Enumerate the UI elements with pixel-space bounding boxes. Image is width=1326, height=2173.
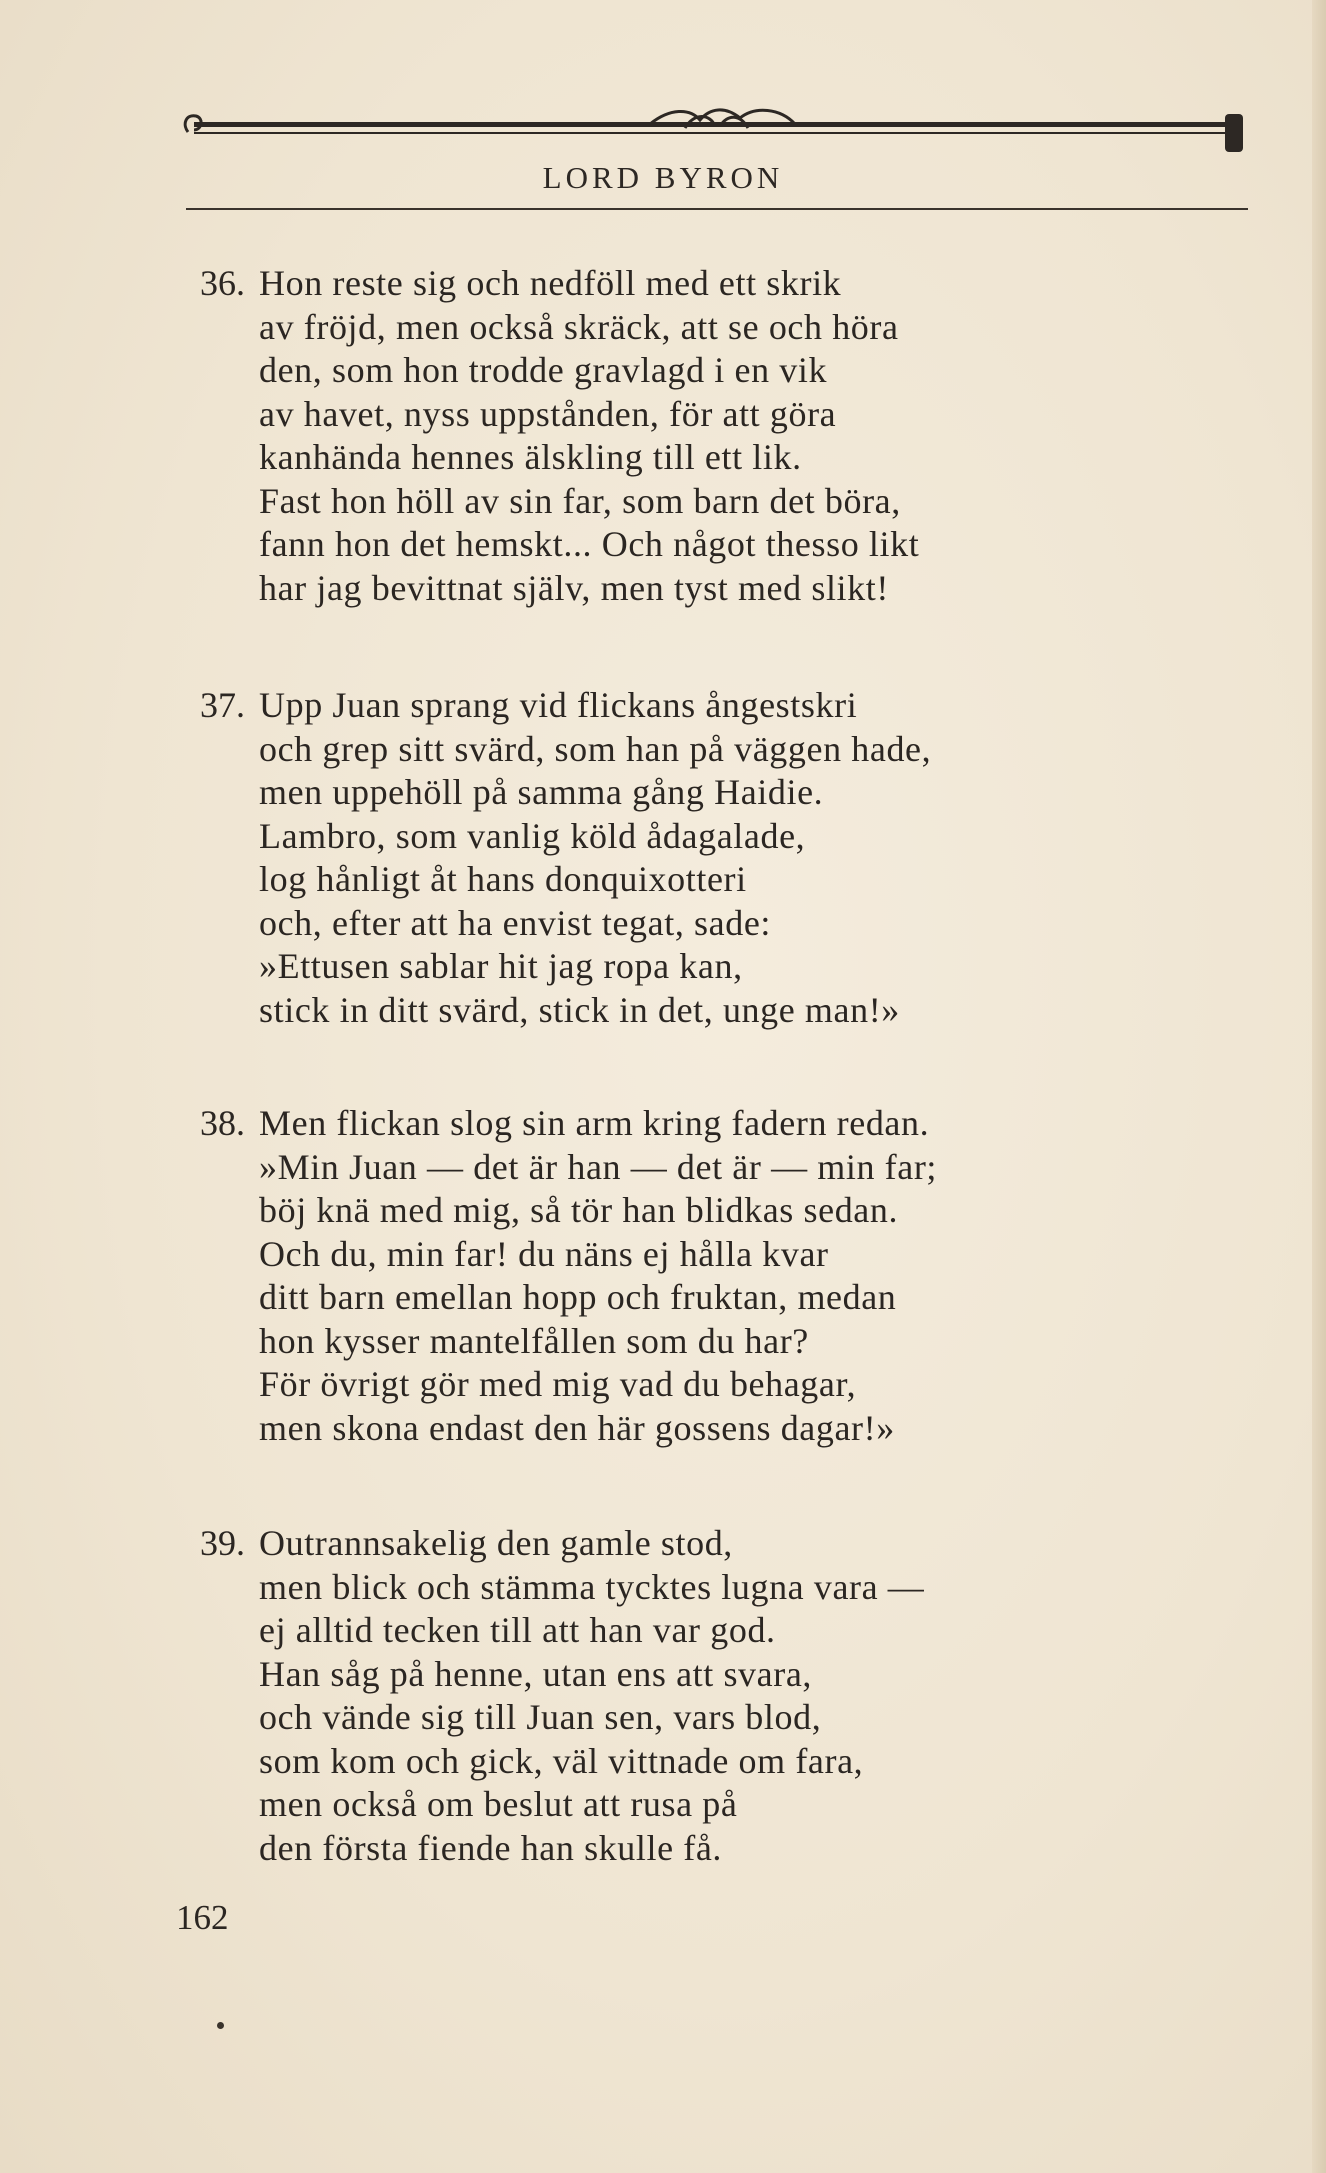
verse-line: Outrannsakelig den gamle stod, (259, 1523, 733, 1563)
page-number: 162 (176, 1898, 229, 1937)
page-edge (1312, 0, 1326, 2173)
verse-line: Lambro, som vanlig köld ådagalade, (259, 815, 806, 856)
verse-line: böj knä med mig, så tör han blidkas sedan. (259, 1190, 899, 1230)
verse-line: kanhända hennes älskling till ett lik. (259, 437, 802, 477)
verse-line: fann hon det hemskt... Och något thesso likt (259, 524, 920, 564)
verse-line: För övrigt gör med mig vad du behagar, (259, 1364, 857, 1404)
header-ornament (180, 102, 1250, 160)
verse-line: men skona endast den här gossens dagar!» (259, 1407, 895, 1448)
verse-line: av havet, nyss uppstånden, för att göra (259, 393, 837, 434)
stanza-37 (200, 684, 932, 1032)
verse-line: och grep sitt svärd, som han på väggen hade, (259, 728, 932, 769)
verse-line: den, som hon trodde gravlagd i en vik (259, 350, 828, 390)
stanza-number: 38. (200, 1103, 245, 1143)
verse-line: ditt barn emellan hopp och fruktan, medan (259, 1277, 897, 1317)
verse-line: men blick och stämma tycktes lugna vara — (259, 1566, 925, 1607)
stanza-number: 39. (200, 1523, 245, 1563)
verse-line: som kom och gick, väl vittnade om fara, (259, 1740, 864, 1781)
verse-line: Hon reste sig och nedföll med ett skrik (259, 263, 842, 303)
stanza-number: 36. (200, 263, 245, 303)
verse-line: och, efter att ha envist tegat, sade: (259, 902, 771, 943)
verse-line: Fast hon höll av sin far, som barn det böra, (259, 480, 901, 521)
verse-line: har jag bevittnat själv, men tyst med slikt! (259, 567, 889, 608)
verse-line: men också om beslut att rusa på (259, 1784, 738, 1824)
verse-line: den första fiende han skulle få. (259, 1827, 723, 1868)
verse-line: hon kysser mantelfållen som du har? (259, 1320, 809, 1361)
verse-line: Han såg på henne, utan ens att svara, (259, 1653, 813, 1694)
verse-line: log hånligt åt hans donquixotteri (259, 859, 747, 899)
verse-line: ej alltid tecken till att han var god. (259, 1610, 776, 1650)
stanza-number: 37. (200, 685, 245, 725)
verse-line: Och du, min far! du näns ej hålla kvar (259, 1233, 829, 1274)
verse-line: »Min Juan — det är han — det är — min far; (259, 1146, 938, 1187)
stanza-39 (200, 1522, 925, 1870)
stanza-36 (200, 262, 920, 610)
verse-line: Upp Juan sprang vid flickans ångestskri (259, 685, 858, 725)
verse-line: stick in ditt svärd, stick in det, unge man!» (259, 989, 900, 1030)
verse-line: Men flickan slog sin arm kring fadern redan. (259, 1103, 930, 1143)
verse-line: men uppehöll på samma gång Haidie. (259, 772, 824, 812)
stanza-38 (200, 1102, 938, 1450)
verse-line: »Ettusen sablar hit jag ropa kan, (259, 946, 743, 986)
header-rule (186, 208, 1248, 210)
running-header: LORD BYRON (542, 160, 784, 195)
verse-line: och vände sig till Juan sen, vars blod, (259, 1697, 822, 1737)
verse-line: av fröjd, men också skräck, att se och höra (259, 306, 899, 347)
ink-speck (217, 2022, 224, 2029)
